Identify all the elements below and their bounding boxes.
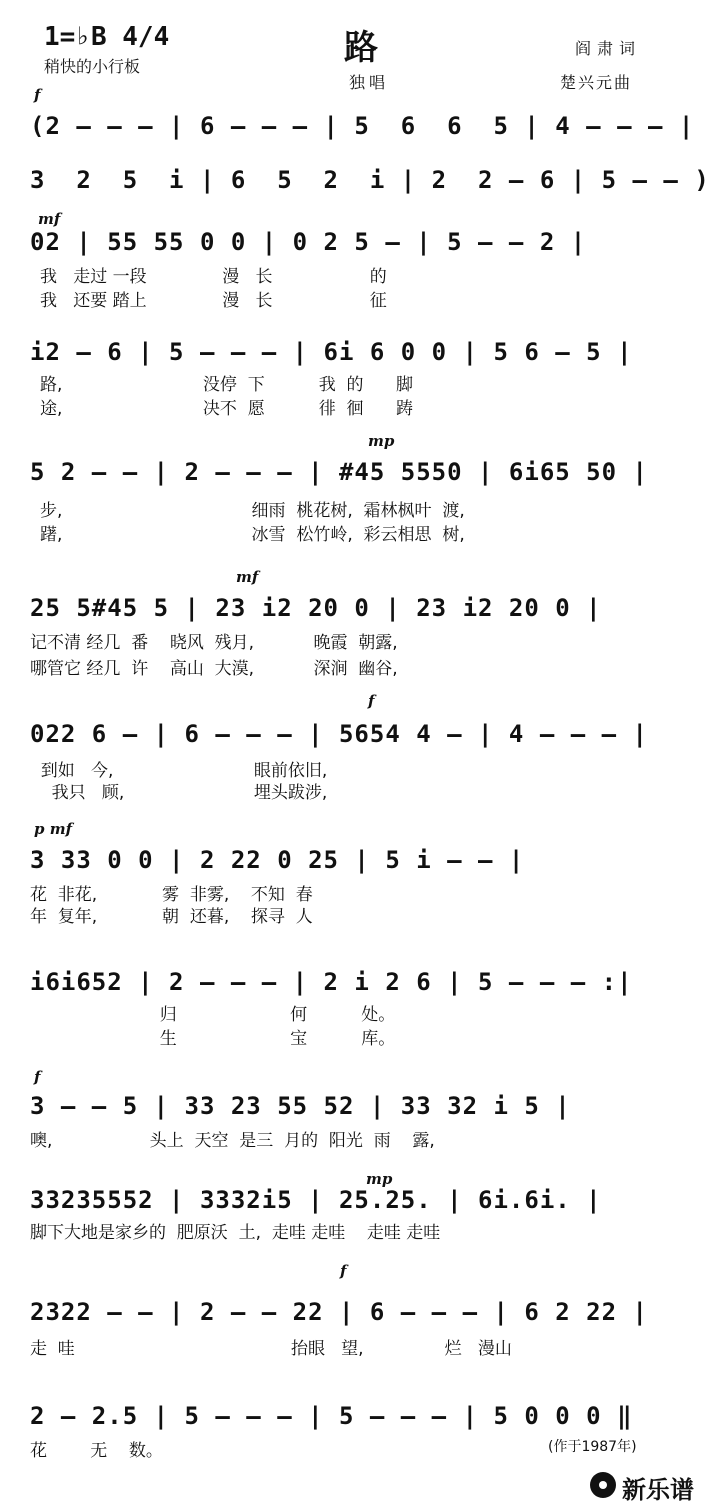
lyric-verse-1: 我 走过 一段 漫 长 的 [40, 267, 387, 287]
dynamic-mark: mp [366, 1170, 393, 1188]
dynamic-mark: f [340, 1262, 347, 1280]
notation-row: 3 — — 5 | 33 23 55 52 | 33 32 i 5 | [30, 1092, 571, 1120]
lyric-verse-1: 记不清 经几 番 晓风 残月, 晚霞 朝露, [30, 633, 398, 653]
dynamic-mark: p mf [34, 820, 73, 838]
lyric-verse-2: 哪管它 经几 许 高山 大漠, 深涧 幽谷, [30, 659, 398, 679]
dynamic-mark: f [368, 692, 375, 710]
lyric-verse-1: 路, 没停 下 我 的 脚 [40, 375, 413, 395]
notation-row: 3 33 0 0 | 2 22 0 25 | 5 i — — | [30, 846, 525, 874]
dynamic-mark: f [34, 86, 41, 104]
notation-row: 022 6 — | 6 — — — | 5654 4 — | 4 — — — | [30, 720, 648, 748]
dynamic-mark: mf [236, 568, 259, 586]
lyric-verse-1: 花 无 数。 [30, 1441, 163, 1461]
performance-type: 独唱 [349, 73, 390, 92]
record-disc-icon [590, 1472, 616, 1498]
composer-credit: 楚兴元曲 [560, 73, 633, 92]
lyric-verse-2: 年 复年, 朝 还暮, 探寻 人 [30, 907, 313, 927]
lyric-verse-2: 生 宝 库。 [30, 1029, 396, 1049]
song-title: 路 [344, 28, 378, 68]
lyric-verse-2: 我 还要 踏上 漫 长 征 [40, 291, 387, 311]
lyric-verse-2: 途, 决不 愿 徘 徊 踌 [40, 399, 413, 419]
lyric-verse-1: 噢, 头上 天空 是三 月的 阳光 雨 露, [30, 1131, 435, 1151]
tempo-marking: 稍快的小行板 [44, 57, 141, 76]
lyric-verse-1: 花 非花, 雾 非雾, 不知 春 [30, 885, 313, 905]
lyric-verse-1: 走 哇 抬眼 望, 烂 漫山 [30, 1339, 512, 1359]
lyric-verse-2: 躇, 冰雪 松竹岭, 彩云相思 树, [40, 525, 465, 545]
notation-row: i2 — 6 | 5 — — — | 6i 6 0 0 | 5 6 — 5 | [30, 338, 633, 366]
notation-row: 02 | 55 55 0 0 | 0 2 5 — | 5 — — 2 | [30, 228, 587, 256]
dynamic-mark: mf [38, 210, 61, 228]
notation-row: 33235552 | 3332i5 | 25.25. | 6i.6i. | [30, 1186, 602, 1214]
notation-row: 3 2 5 i | 6 5 2 i | 2 2 — 6 | 5 — — ) [30, 166, 710, 194]
lyric-verse-1: 到如 今, 眼前依旧, [30, 761, 328, 781]
lyric-verse-1: 步, 细雨 桃花树, 霜林枫叶 渡, [40, 501, 465, 521]
notation-row: 2322 — — | 2 — — 22 | 6 — — — | 6 2 22 | [30, 1298, 648, 1326]
composition-date-note: (作于1987年) [548, 1439, 637, 1455]
notation-row: 2 — 2.5 | 5 — — — | 5 — — — | 5 0 0 0 ‖ [30, 1402, 633, 1430]
lyric-verse-1: 归 何 处。 [30, 1005, 396, 1025]
dynamic-mark: mp [368, 432, 395, 450]
dynamic-mark: f [34, 1068, 41, 1086]
notation-row: (2 — — — | 6 — — — | 5 6 6 5 | 4 — — — | [30, 112, 695, 140]
notation-row: 5 2 — — | 2 — — — | #45 5550 | 6i65 50 | [30, 458, 648, 486]
notation-row: 25 5#45 5 | 23 i2 20 0 | 23 i2 20 0 | [30, 594, 602, 622]
notation-row: i6i652 | 2 — — — | 2 i 2 6 | 5 — — — :| [30, 968, 633, 996]
lyricist-credit: 阎肃词 [575, 39, 642, 58]
site-logo: 新乐谱 [622, 1476, 694, 1504]
key-signature: 1=♭B 4/4 [44, 22, 170, 52]
lyric-verse-1: 脚下大地是家乡的 肥原沃 土, 走哇 走哇 走哇 走哇 [30, 1223, 441, 1243]
lyric-verse-2: 我只 顾, 埋头跋涉, [30, 783, 328, 803]
